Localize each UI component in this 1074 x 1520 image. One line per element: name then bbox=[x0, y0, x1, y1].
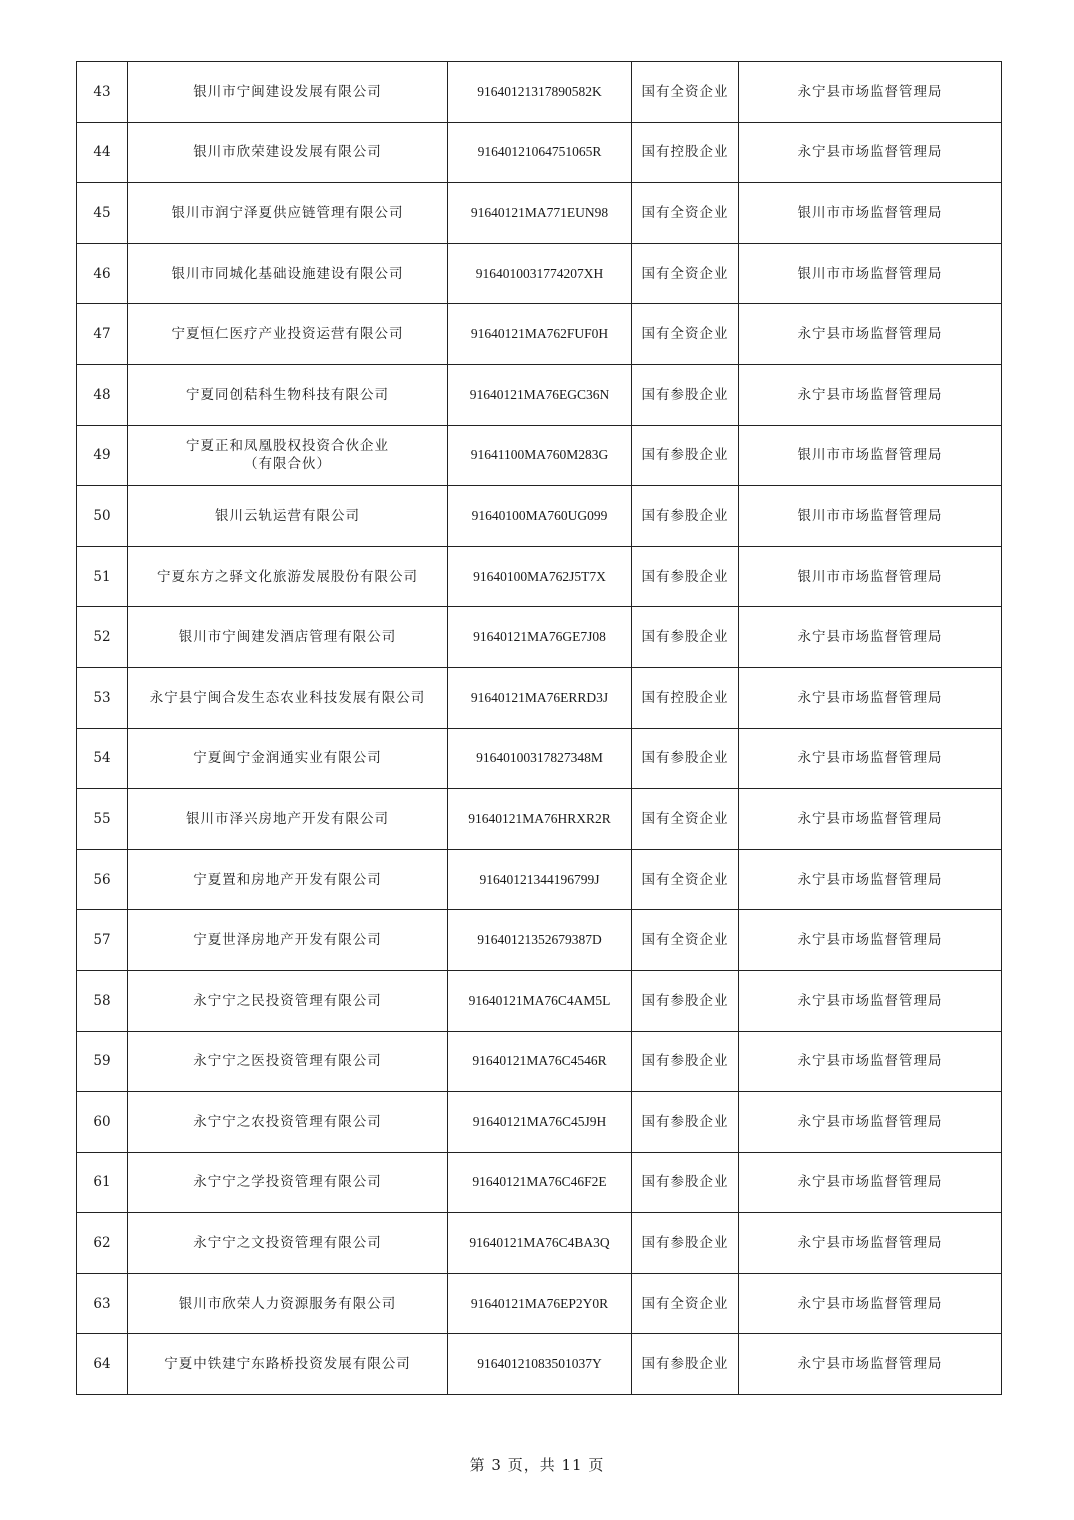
row-number-cell: 50 bbox=[77, 486, 128, 547]
credit-code-cell: 91640121MA76ERRD3J bbox=[448, 667, 632, 728]
company-name: 宁夏正和凤凰股权投资合伙企业 bbox=[186, 438, 389, 455]
table-row bbox=[77, 1213, 1002, 1274]
company-name: 宁夏中铁建宁东路桥投资发展有限公司 bbox=[164, 1356, 411, 1373]
table-row bbox=[77, 728, 1002, 789]
page-footer bbox=[0, 1454, 1074, 1475]
page-number: 第 3 页，共 11 页 bbox=[469, 1456, 605, 1474]
enterprise-type-cell: 国有参股企业 bbox=[632, 1213, 739, 1274]
registration-authority-cell: 银川市市场监督管理局 bbox=[739, 243, 1002, 304]
table-row bbox=[77, 910, 1002, 971]
credit-code-cell: 91640121MA76EP2Y0R bbox=[448, 1273, 632, 1334]
company-name: 永宁宁之医投资管理有限公司 bbox=[193, 1053, 382, 1070]
credit-code-cell: 91640121344196799J bbox=[448, 849, 632, 910]
company-name-cell bbox=[128, 607, 448, 668]
table-row bbox=[77, 364, 1002, 425]
table-row bbox=[77, 1092, 1002, 1153]
table-row bbox=[77, 1273, 1002, 1334]
company-name: 银川市泽兴房地产开发有限公司 bbox=[186, 810, 389, 827]
credit-code-cell: 91640100317827348M bbox=[448, 728, 632, 789]
registration-authority-cell: 永宁县市场监督管理局 bbox=[739, 667, 1002, 728]
registration-authority-cell: 永宁县市场监督管理局 bbox=[739, 1334, 1002, 1395]
enterprise-type-cell: 国有控股企业 bbox=[632, 667, 739, 728]
credit-code-cell: 91640121MA762FUF0H bbox=[448, 304, 632, 365]
row-number-cell: 60 bbox=[77, 1092, 128, 1153]
table-row bbox=[77, 243, 1002, 304]
enterprise-type-cell: 国有全资企业 bbox=[632, 910, 739, 971]
credit-code-cell: 9164010031774207XH bbox=[448, 243, 632, 304]
row-number-cell: 57 bbox=[77, 910, 128, 971]
company-name: 银川市宁闽建发酒店管理有限公司 bbox=[178, 629, 397, 646]
company-name: 银川市润宁泽夏供应链管理有限公司 bbox=[171, 204, 404, 221]
table-row bbox=[77, 425, 1002, 486]
table-row bbox=[77, 1152, 1002, 1213]
registration-authority-cell: 永宁县市场监督管理局 bbox=[739, 364, 1002, 425]
company-name-cell bbox=[128, 1334, 448, 1395]
company-name-cell bbox=[128, 667, 448, 728]
credit-code-cell: 91640121MA76HRXR2R bbox=[448, 789, 632, 850]
registration-authority-cell: 永宁县市场监督管理局 bbox=[739, 1213, 1002, 1274]
row-number-cell: 49 bbox=[77, 425, 128, 486]
row-number-cell: 63 bbox=[77, 1273, 128, 1334]
enterprise-type-cell: 国有全资企业 bbox=[632, 789, 739, 850]
row-number-cell: 55 bbox=[77, 789, 128, 850]
company-name: 银川市欣荣人力资源服务有限公司 bbox=[178, 1295, 397, 1312]
credit-code-cell: 91641100MA760M283G bbox=[448, 425, 632, 486]
enterprise-type-cell: 国有参股企业 bbox=[632, 607, 739, 668]
company-name-cell bbox=[128, 243, 448, 304]
registration-authority-cell: 永宁县市场监督管理局 bbox=[739, 1273, 1002, 1334]
enterprise-type-cell: 国有参股企业 bbox=[632, 1334, 739, 1395]
company-name: 银川市宁闽建设发展有限公司 bbox=[193, 83, 382, 100]
company-name: 银川市同城化基础设施建设有限公司 bbox=[171, 265, 404, 282]
company-name-cell bbox=[128, 849, 448, 910]
credit-code-cell: 91640121MA76C4546R bbox=[448, 1031, 632, 1092]
credit-code-cell: 91640121083501037Y bbox=[448, 1334, 632, 1395]
registration-authority-cell: 永宁县市场监督管理局 bbox=[739, 910, 1002, 971]
registration-authority-cell: 永宁县市场监督管理局 bbox=[739, 607, 1002, 668]
company-name: 宁夏恒仁医疗产业投资运营有限公司 bbox=[171, 326, 404, 343]
company-name-cell bbox=[128, 910, 448, 971]
row-number-cell: 56 bbox=[77, 849, 128, 910]
company-name: 永宁县宁闽合发生态农业科技发展有限公司 bbox=[149, 689, 426, 706]
table-row bbox=[77, 667, 1002, 728]
enterprise-type-cell: 国有参股企业 bbox=[632, 728, 739, 789]
credit-code-cell: 91640100MA760UG099 bbox=[448, 486, 632, 547]
credit-code-cell: 91640121MA76EGC36N bbox=[448, 364, 632, 425]
registration-authority-cell: 银川市市场监督管理局 bbox=[739, 425, 1002, 486]
company-name-cell bbox=[128, 546, 448, 607]
row-number-cell: 48 bbox=[77, 364, 128, 425]
registration-authority-cell: 永宁县市场监督管理局 bbox=[739, 789, 1002, 850]
table-row bbox=[77, 1031, 1002, 1092]
enterprise-registry-table bbox=[76, 61, 1002, 1395]
enterprise-type-cell: 国有参股企业 bbox=[632, 970, 739, 1031]
company-name: 宁夏东方之驿文化旅游发展股份有限公司 bbox=[157, 568, 418, 585]
credit-code-cell: 91640121317890582K bbox=[448, 62, 632, 123]
enterprise-type-cell: 国有参股企业 bbox=[632, 546, 739, 607]
company-name-cell bbox=[128, 122, 448, 183]
enterprise-type-cell: 国有全资企业 bbox=[632, 243, 739, 304]
credit-code-cell: 91640121352679387D bbox=[448, 910, 632, 971]
enterprise-type-cell: 国有参股企业 bbox=[632, 486, 739, 547]
registration-authority-cell: 永宁县市场监督管理局 bbox=[739, 970, 1002, 1031]
enterprise-type-cell: 国有参股企业 bbox=[632, 364, 739, 425]
table-row bbox=[77, 1334, 1002, 1395]
enterprise-type-cell: 国有全资企业 bbox=[632, 183, 739, 244]
company-name: 银川市欣荣建设发展有限公司 bbox=[193, 144, 382, 161]
registration-authority-cell: 银川市市场监督管理局 bbox=[739, 486, 1002, 547]
credit-code-cell: 91640121MA76C4AM5L bbox=[448, 970, 632, 1031]
company-name-cell bbox=[128, 1273, 448, 1334]
credit-code-cell: 91640121064751065R bbox=[448, 122, 632, 183]
company-name-cell bbox=[128, 1152, 448, 1213]
registration-authority-cell: 永宁县市场监督管理局 bbox=[739, 62, 1002, 123]
row-number-cell: 45 bbox=[77, 183, 128, 244]
table-row bbox=[77, 607, 1002, 668]
row-number-cell: 62 bbox=[77, 1213, 128, 1274]
registration-authority-cell: 银川市市场监督管理局 bbox=[739, 183, 1002, 244]
company-name-cell bbox=[128, 970, 448, 1031]
credit-code-cell: 91640121MA771EUN98 bbox=[448, 183, 632, 244]
row-number-cell: 51 bbox=[77, 546, 128, 607]
table-row bbox=[77, 970, 1002, 1031]
row-number-cell: 43 bbox=[77, 62, 128, 123]
enterprise-type-cell: 国有全资企业 bbox=[632, 304, 739, 365]
enterprise-type-cell: 国有参股企业 bbox=[632, 1152, 739, 1213]
company-name: 宁夏置和房地产开发有限公司 bbox=[193, 871, 382, 888]
registration-authority-cell: 永宁县市场监督管理局 bbox=[739, 849, 1002, 910]
row-number-cell: 46 bbox=[77, 243, 128, 304]
row-number-cell: 47 bbox=[77, 304, 128, 365]
company-name-cell bbox=[128, 789, 448, 850]
row-number-cell: 54 bbox=[77, 728, 128, 789]
registration-authority-cell: 银川市市场监督管理局 bbox=[739, 546, 1002, 607]
credit-code-cell: 91640121MA76C46F2E bbox=[448, 1152, 632, 1213]
table-row bbox=[77, 849, 1002, 910]
company-name-cell bbox=[128, 183, 448, 244]
table-row bbox=[77, 183, 1002, 244]
company-name: 宁夏世泽房地产开发有限公司 bbox=[193, 932, 382, 949]
registration-authority-cell: 永宁县市场监督管理局 bbox=[739, 1031, 1002, 1092]
row-number-cell: 44 bbox=[77, 122, 128, 183]
row-number-cell: 64 bbox=[77, 1334, 128, 1395]
credit-code-cell: 91640100MA762J5T7X bbox=[448, 546, 632, 607]
registration-authority-cell: 永宁县市场监督管理局 bbox=[739, 1092, 1002, 1153]
table-row bbox=[77, 304, 1002, 365]
company-name: 永宁宁之农投资管理有限公司 bbox=[193, 1113, 382, 1130]
company-name: 永宁宁之学投资管理有限公司 bbox=[193, 1174, 382, 1191]
row-number-cell: 53 bbox=[77, 667, 128, 728]
company-name: 宁夏同创秸科生物科技有限公司 bbox=[186, 386, 389, 403]
company-name-cell bbox=[128, 1092, 448, 1153]
registration-authority-cell: 永宁县市场监督管理局 bbox=[739, 304, 1002, 365]
table-row bbox=[77, 122, 1002, 183]
company-name: 永宁宁之民投资管理有限公司 bbox=[193, 992, 382, 1009]
enterprise-type-cell: 国有全资企业 bbox=[632, 1273, 739, 1334]
registration-authority-cell: 永宁县市场监督管理局 bbox=[739, 728, 1002, 789]
company-name: 宁夏闽宁金润通实业有限公司 bbox=[193, 750, 382, 767]
registration-authority-cell: 永宁县市场监督管理局 bbox=[739, 1152, 1002, 1213]
credit-code-cell: 91640121MA76C45J9H bbox=[448, 1092, 632, 1153]
company-name-cell bbox=[128, 425, 448, 486]
company-name: 永宁宁之文投资管理有限公司 bbox=[193, 1235, 382, 1252]
row-number-cell: 58 bbox=[77, 970, 128, 1031]
table-row bbox=[77, 486, 1002, 547]
company-name-cell bbox=[128, 1031, 448, 1092]
row-number-cell: 59 bbox=[77, 1031, 128, 1092]
credit-code-cell: 91640121MA76C4BA3Q bbox=[448, 1213, 632, 1274]
credit-code-cell: 91640121MA76GE7J08 bbox=[448, 607, 632, 668]
company-name-cell bbox=[128, 304, 448, 365]
enterprise-type-cell: 国有参股企业 bbox=[632, 425, 739, 486]
enterprise-type-cell: 国有全资企业 bbox=[632, 62, 739, 123]
company-name-cell bbox=[128, 364, 448, 425]
enterprise-type-cell: 国有参股企业 bbox=[632, 1031, 739, 1092]
table-row bbox=[77, 62, 1002, 123]
company-name-suffix: （有限合伙） bbox=[244, 456, 331, 473]
table-row bbox=[77, 546, 1002, 607]
company-name-cell bbox=[128, 728, 448, 789]
table-body bbox=[77, 62, 1002, 1395]
row-number-cell: 61 bbox=[77, 1152, 128, 1213]
enterprise-type-cell: 国有全资企业 bbox=[632, 849, 739, 910]
table-row bbox=[77, 789, 1002, 850]
registration-authority-cell: 永宁县市场监督管理局 bbox=[739, 122, 1002, 183]
company-name-cell bbox=[128, 486, 448, 547]
enterprise-type-cell: 国有参股企业 bbox=[632, 1092, 739, 1153]
company-name-cell bbox=[128, 1213, 448, 1274]
row-number-cell: 52 bbox=[77, 607, 128, 668]
enterprise-type-cell: 国有控股企业 bbox=[632, 122, 739, 183]
company-name-cell bbox=[128, 62, 448, 123]
company-name: 银川云轨运营有限公司 bbox=[215, 507, 360, 524]
